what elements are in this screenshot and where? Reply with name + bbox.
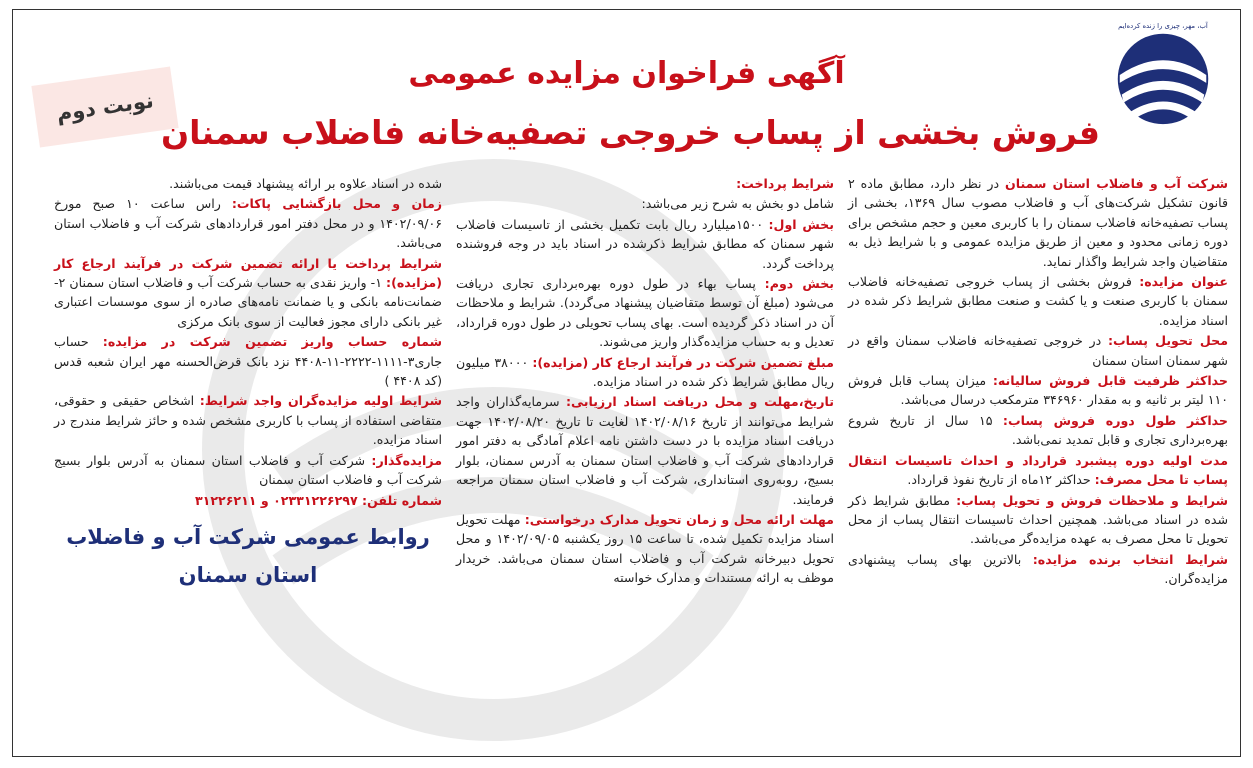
section-text: راس ساعت ۱۰ صبح مورخ ۱۴۰۲/۰۹/۰۶ و در محل دفتر امور قراردادهای شرکت آب و فاضلاب استان می‌باشد. xyxy=(54,196,442,251)
section-text: شده در اسناد علاوه بر ارائه پیشنهاد قیمت می‌باشند. xyxy=(169,176,442,191)
paragraph xyxy=(54,254,442,332)
section-heading: زمان و محل بازگشایی پاکات: xyxy=(231,196,443,212)
column-right xyxy=(848,174,1228,590)
paragraph xyxy=(848,550,1228,589)
paragraph xyxy=(848,331,1228,370)
section-heading: شرکت آب و فاضلاب استان سمنان xyxy=(1004,176,1228,191)
paragraph xyxy=(54,451,442,490)
section-heading: مهلت ارائه محل و زمان تحویل مدارک درخواستی: xyxy=(524,511,834,527)
section-text: میزان پساب قابل فروش ۱۱۰ لیتر بر ثانیه و به مقدار ۳۴۶۹۶۰ مترمکعب درسال می‌باشد. xyxy=(848,373,1228,408)
paragraph xyxy=(54,391,442,449)
section-text: بالاترین بهای پساب پیشنهادی مزایده‌گران. xyxy=(848,551,1228,587)
column-left xyxy=(54,174,442,594)
paragraph xyxy=(848,491,1228,549)
section-text: ۱۵۰۰میلیارد ریال بابت تکمیل بخشی از تاسیسات فاضلاب شهر سمنان که مطابق شرایط ذکرشده در اسناد باید در وجه فروشنده پرداخت گردد. xyxy=(456,216,834,271)
section-heading: مبلغ تضمین شرکت در فرآیند ارجاع کار (مزایده): xyxy=(532,354,834,370)
section-heading: مدت اولیه دوره پیشبرد قرارداد و احداث تاسیسات انتقال پساب تا محل مصرف: xyxy=(848,452,1228,488)
column-middle xyxy=(456,174,834,589)
section-heading: بخش دوم: xyxy=(764,276,834,292)
section-heading: شرایط پرداخت یا ارائه تضمین شرکت در فرآیند ارجاع کار (مزایده): xyxy=(54,255,442,291)
section-text: اشخاص حقیقی و حقوقی، متقاضی استفاده از پساب با کاربری مشخص شده و حائز شرایط مندرج در اسناد مزایده. xyxy=(54,393,442,448)
paragraph xyxy=(54,332,442,390)
section-heading: محل تحویل پساب: xyxy=(1107,333,1228,349)
section-heading: شرایط اولیه مزایده‌گران واجد شرایط: xyxy=(199,393,442,409)
section-heading: شرایط و ملاحظات فروش و تحویل پساب: xyxy=(956,492,1228,508)
page-subtitle: فروش بخشی از پساب خروجی تصفیه‌خانه فاضلاب سمنان xyxy=(160,113,1100,152)
paragraph xyxy=(848,272,1228,330)
section-text: ۱- واریز نقدی به حساب شرکت آب و فاضلاب استان سمنان ۲- ضمانت‌نامه بانکی و یا ضمانت نامه‌های صادره از سوی موسسات اعتباری غیر بانکی دارای مجوز فعالیت از سوی بانک مرکزی xyxy=(54,275,442,329)
water-company-logo-icon xyxy=(1104,16,1222,134)
section-heading: عنوان مزایده: xyxy=(1139,274,1229,290)
announcement-frame xyxy=(12,9,1241,757)
section-text: حداکثر ۱۲ماه از تاریخ نفوذ قرارداد. xyxy=(907,472,1095,488)
paragraph xyxy=(456,510,834,588)
paragraph xyxy=(848,411,1228,450)
section-heading: بخش اول: xyxy=(768,216,834,232)
section-text: حساب جاری۳-۱۱۱۱-۲۲۲۲-۱۱-۴۴۰۸ نزد بانک قرض‌الحسنه مهر ایران شعبه قدس (کد ۴۴۰۸ ) xyxy=(54,334,442,389)
section-text: فروش بخشی از پساب خروجی تصفیه‌خانه فاضلاب سمنان با کاربری صنعت و یا کشت و صنعت مطابق شرایط ذکر شده در اسناد مزایده. xyxy=(848,274,1228,328)
paragraph xyxy=(456,194,834,213)
section-text: در نظر دارد، مطابق ماده ۲ قانون تشکیل شرکت‌های آب و فاضلاب مصوب سال ۱۳۶۹، بخشی از پساب تصفیه‌خانه فاضلاب سمنان را با کاربری معین و حجم مشخص برای دوره زمانی محدود و معین از طریق مزایده عمومی و با شرایط ذیل به متقاضیان واجد شرایط واگذار نماید. xyxy=(848,176,1228,269)
section-text: ۳۸۰۰۰ میلیون ریال مطابق شرایط ذکر شده در اسناد مزایده. xyxy=(456,354,834,390)
section-heading: شماره تلفن: ۰۲۳۳۱۲۲۶۲۹۷ و ۳۱۲۲۶۲۱۱ xyxy=(195,492,442,508)
logo-text: آب، مهر، چیزی را زنده کرده‌ایم xyxy=(1118,21,1208,30)
paragraph xyxy=(54,194,442,252)
page-title: آگهی فراخوان مزایده عمومی xyxy=(408,56,845,91)
section-text: شرکت آب و فاضلاب استان سمنان به آدرس بلوار بسیج شرکت آب و فاضلاب استان سمنان xyxy=(54,452,442,488)
section-heading: حداکثر طول دوره فروش پساب: xyxy=(1002,412,1228,428)
paragraph xyxy=(848,371,1228,410)
footer-signature xyxy=(54,518,442,594)
section-text: شامل دو بخش به شرح زیر می‌باشد: xyxy=(641,196,834,212)
paragraph xyxy=(456,215,834,273)
section-heading: تاریخ،مهلت و محل دریافت اسناد ارزیابی: xyxy=(565,394,834,410)
section-heading: شرایط پرداخت: xyxy=(736,176,834,191)
paragraph xyxy=(456,274,834,352)
paragraph xyxy=(54,491,442,510)
section-text: سرمایه‌گذاران واجد شرایط می‌توانند از تاریخ ۱۴۰۲/۰۸/۱۶ لغایت تا تاریخ ۱۴۰۲/۰۸/۲۰ جهت دریافت اسناد مزایده با در دست داشتن نامه اعلام آمادگی به دفتر امور قراردادهای شرکت آب و فاضلاب استان سمنان به آدرس سمنان، بلوار بسیج، روبه‌روی استانداری، شرکت آب و فاضلاب استان سمنان مراجعه فرمایند. xyxy=(456,394,834,507)
paragraph xyxy=(54,174,442,193)
paragraph xyxy=(456,353,834,392)
second-round-badge: نوبت دوم xyxy=(31,67,178,148)
paragraph xyxy=(848,451,1228,490)
section-heading: شماره حساب واریز تضمین شرکت در مزایده: xyxy=(102,334,442,350)
footer-line-1: روابط عمومی شرکت آب و فاضلاب xyxy=(66,524,430,549)
paragraph xyxy=(456,392,834,508)
section-text: ۱۵ سال از تاریخ شروع بهره‌برداری تجاری و قابل تمدید نمی‌باشد. xyxy=(848,412,1228,448)
footer-line-2: استان سمنان xyxy=(178,562,318,587)
paragraph xyxy=(848,174,1228,271)
section-text: مهلت تحویل اسناد مزایده تکمیل شده، تا ساعت ۱۵ روز یکشنبه ۱۴۰۲/۰۹/۰۵ و محل تحویل دبیرخانه شرکت آب و فاضلاب استان سمنان می‌باشد. خریدار موظف به ارائه مستندات و مدارک خواسته xyxy=(456,511,834,586)
section-text: پساب بهاء در طول دوره بهره‌برداری تجاری دریافت می‌شود (مبلغ آن توسط متقاضیان پیشنهاد می‌گردد). شرایط و ملاحظات آن در اسناد ذکر گردیده است. بهای پساب تحویلی در طول دوره قرارداد، تعدیل و به حساب مزایده‌گذار واریز می‌شوند. xyxy=(456,276,834,350)
section-heading: مزایده‌گذار: xyxy=(371,452,442,468)
section-heading: حداکثر ظرفیت قابل فروش سالیانه: xyxy=(992,373,1228,389)
paragraph xyxy=(456,174,834,193)
section-text: در خروجی تصفیه‌خانه فاضلاب سمنان واقع در شهر سمنان استان سمنان xyxy=(848,333,1228,368)
section-text: مطابق شرایط ذکر شده در اسناد می‌باشد. همچنین احداث تاسیسات انتقال پساب از محل تحویل تا محل مصرف به عهده مزایده‌گر می‌باشد. xyxy=(848,492,1228,547)
section-heading: شرایط انتخاب برنده مزایده: xyxy=(1032,551,1228,567)
